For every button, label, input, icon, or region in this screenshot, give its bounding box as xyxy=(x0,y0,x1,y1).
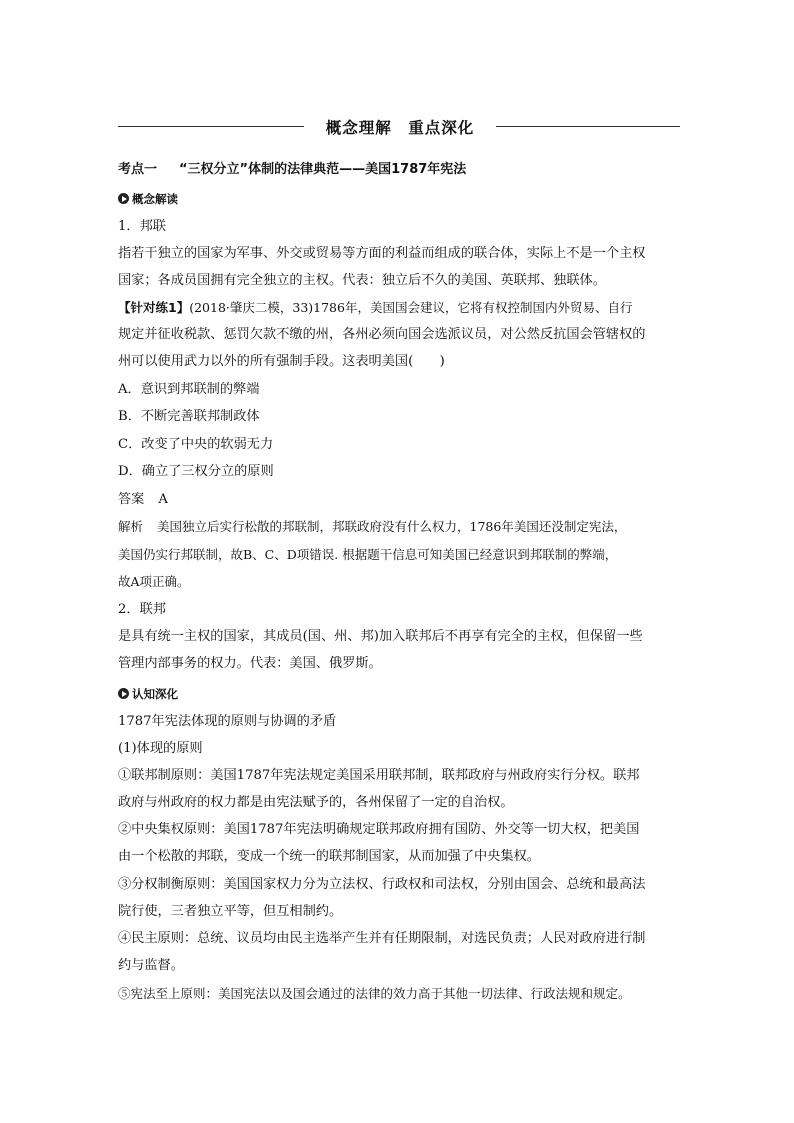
subsection-deepen xyxy=(118,684,680,704)
exercise-text-line2: 规定并征收税款、惩罚欠款不缴的州，各州必须向国会选派议员，对公然反抗国会管辖权的 xyxy=(118,327,646,342)
option-b: B．不断完善联邦制政体 xyxy=(118,409,260,424)
exercise-tag: 【针对练1】 xyxy=(118,300,190,315)
principle-4-line2: 约与监督。 xyxy=(118,958,184,973)
item2-title: 2．联邦 xyxy=(118,602,166,617)
exercise-text-line3: 州可以使用武力以外的所有强制手段。这表明美国( ) xyxy=(118,354,445,369)
analysis-line1 xyxy=(118,517,680,537)
subsection-label: 认知深化 xyxy=(132,687,178,701)
analysis-text-line2: 美国仍实行邦联制，故B、C、D项错误. 根据题干信息可知美国已经意识到邦联制的弊端， xyxy=(118,547,618,562)
option-c: C．改变了中央的软弱无力 xyxy=(118,437,274,452)
item1-body-line1: 指若干独立的国家为军事、外交或贸易等方面的利益而组成的联合体，实际上不是一个主权 xyxy=(118,246,646,261)
item1-body-line2: 国家；各成员国拥有完全独立的主权。代表：独立后不久的美国、英联邦、独联体。 xyxy=(118,273,606,288)
item2-body-line1: 是具有统一主权的国家，其成员(国、州、邦)加入联邦后不再享有完全的主权，但保留一些 xyxy=(118,629,643,644)
principle-5-line1: ⑤宪法至上原则：美国宪法以及国会通过的法律的效力高于其他一切法律、行政法规和规定。 xyxy=(118,986,631,1001)
principle-1-line2: 政府与州政府的权力都是由宪法赋予的，各州保留了一定的自治权。 xyxy=(118,795,514,810)
principle-4-line1: ④民主原则：总统、议员均由民主选举产生并有任期限制，对选民负责；人民对政府进行制 xyxy=(118,931,646,946)
principle-2-line2: 由一个松散的邦联，变成一个统一的联邦制国家，从而加强了中央集权。 xyxy=(118,849,540,864)
banner-rule-left xyxy=(118,126,304,127)
section-heading xyxy=(118,160,680,180)
deep-heading: 1787年宪法体现的原则与协调的矛盾 xyxy=(118,714,337,729)
subsection-label: 概念解读 xyxy=(132,192,178,206)
exercise-line1 xyxy=(118,298,680,318)
analysis-label: 解析 xyxy=(118,519,144,534)
principle-2-line1: ②中央集权原则：美国1787年宪法明确规定联邦政府拥有国防、外交等一切大权，把美国 xyxy=(118,822,640,837)
section-banner xyxy=(118,116,680,138)
subsection-concept xyxy=(118,189,680,209)
principle-3-line1: ③分权制衡原则：美国国家权力分为立法权、行政权和司法权，分别由国会、总统和最高法 xyxy=(118,877,646,892)
banner-title: 概念理解 重点深化 xyxy=(325,119,475,137)
option-a: A．意识到邦联制的弊端 xyxy=(118,382,260,397)
answer-value: A xyxy=(158,492,168,507)
option-d: D．确立了三权分立的原则 xyxy=(118,464,274,479)
play-circle-icon xyxy=(118,688,129,699)
banner-rule-right xyxy=(496,126,680,127)
analysis-text-line3: 故A项正确。 xyxy=(118,574,190,589)
section-title: “三权分立”体制的法律典范——美国1787年宪法 xyxy=(179,162,467,177)
analysis-text-line1: 美国独立后实行松散的邦联制，邦联政府没有什么权力，1786年美国还没制定宪法， xyxy=(157,519,627,534)
play-circle-icon xyxy=(118,193,129,204)
principle-1-line1: ①联邦制原则：美国1787年宪法规定美国采用联邦制，联邦政府与州政府实行分权。联邦 xyxy=(118,768,640,783)
answer-line xyxy=(118,490,680,510)
section-label: 考点一 xyxy=(118,162,158,177)
item1-title: 1．邦联 xyxy=(118,219,166,234)
deep-subheading: (1)体现的原则 xyxy=(118,741,203,756)
item2-body-line2: 管理内部事务的权力。代表：美国、俄罗斯。 xyxy=(118,656,382,671)
exercise-text-line1: (2018·肇庆二模，33)1786年，美国国会建议，它将有权控制国内外贸易、自行 xyxy=(189,300,633,315)
principle-3-line2: 院行使，三者独立平等，但互相制约。 xyxy=(118,904,343,919)
answer-label: 答案 xyxy=(118,492,145,507)
